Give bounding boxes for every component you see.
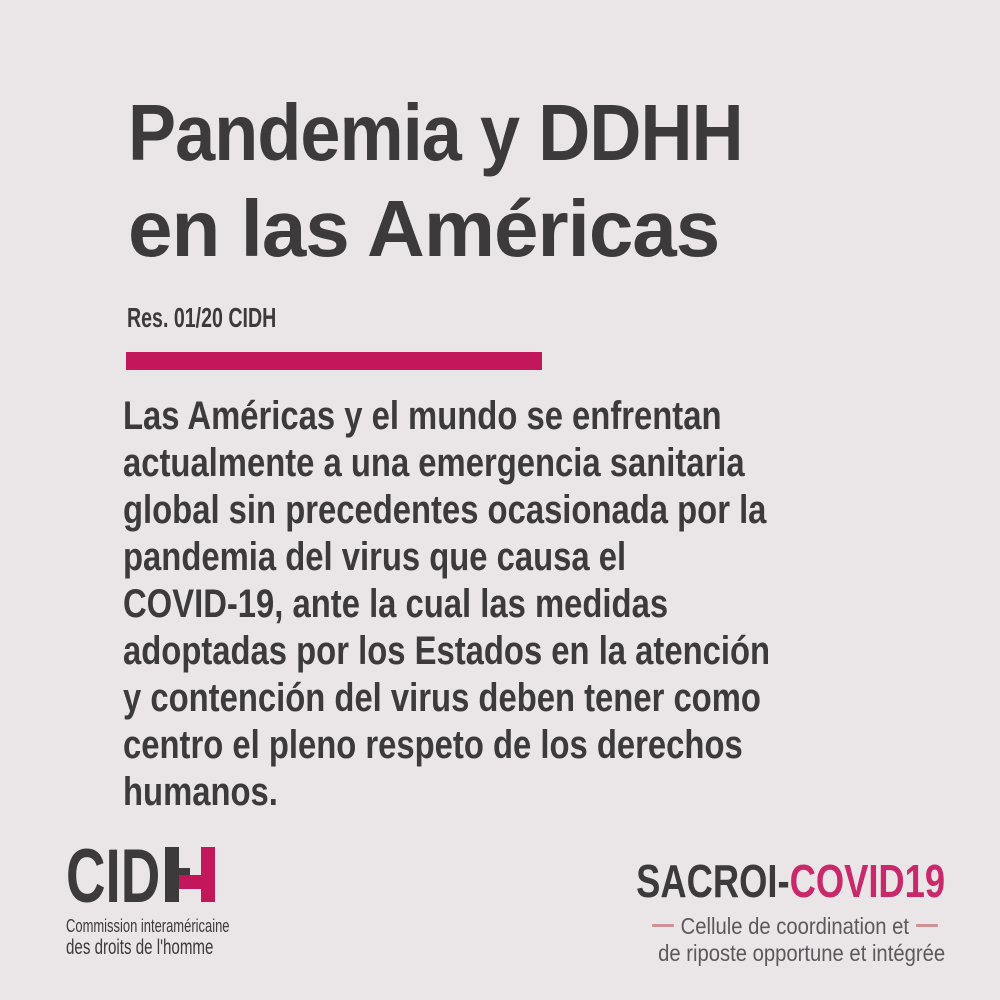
body-line: y contención del virus deben tener como [123,676,761,720]
cidh-wordmark-icon [66,847,236,905]
dash-icon [651,924,673,927]
sacroi-logo [554,855,945,967]
cidh-letters: CID [66,847,161,905]
sacroi-tagline-1-text: Cellule de coordination et [680,913,909,939]
accent-divider [126,352,542,370]
title-line-1: Pandemia y DDHH [128,88,743,177]
body-line: actualmente a una emergencia sanitaria [123,441,745,485]
dash-icon [916,924,938,927]
page-title [128,85,811,277]
sacroi-name-suffix: COVID19 [789,855,945,907]
sacroi-tagline-2: de riposte opportune et intégrée [658,940,945,966]
cidh-h-glyph [165,847,215,902]
cidh-logo [66,847,293,959]
body-line: Las Américas y el mundo se enfrentan [123,394,722,438]
body-line: centro el pleno respeto de los derechos [123,723,743,767]
cidh-org-line-2: des droits de l'homme [66,936,214,959]
body-line: humanos. [123,770,278,814]
body-line: adoptadas por los Estados en la atención [123,629,771,673]
title-line-2: en las Américas [128,184,720,273]
body-line: COVID-19, ante la cual las medidas [123,582,669,626]
body-line: pandemia del virus que causa el [123,535,627,579]
sacroi-tagline-1 [601,913,945,940]
sacroi-name-prefix: SACROI- [636,855,790,907]
resolution-label: Res. 01/20 CIDH [127,302,277,333]
cidh-org-line-1: Commission interaméricaine [66,916,230,936]
sacroi-wordmark [636,855,945,907]
body-line: global sin precedentes ocasionada por la [123,488,767,532]
body-paragraph [123,393,912,816]
